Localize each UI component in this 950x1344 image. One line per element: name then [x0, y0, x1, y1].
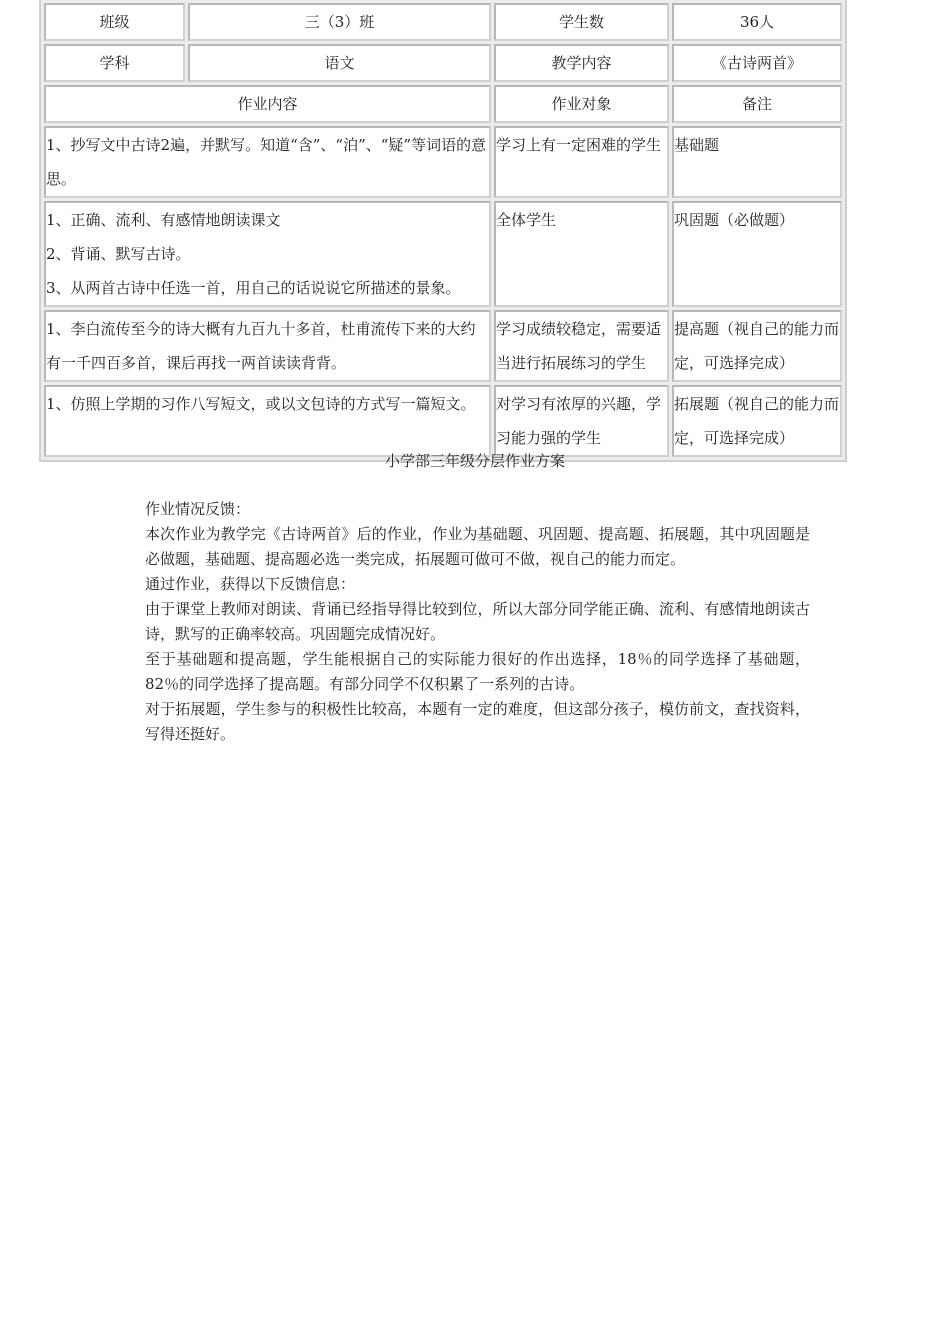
- remark-text: 提高题（视自己的能力而定，可选择完成）: [674, 320, 840, 372]
- remark-cell: [672, 385, 842, 457]
- feedback-heading: 作业情况反馈：: [145, 500, 251, 518]
- feedback-paragraph: 至于基础题和提高题，学生能根据自己的实际能力很好的作出选择，18％的同学选择了基础题，82％的同学选择了提高题。有部分同学不仅积累了一系列的古诗。: [145, 650, 810, 693]
- remark-text: 拓展题（视自己的能力而定，可选择完成）: [674, 395, 840, 447]
- table-row: [44, 126, 842, 198]
- feedback-paragraph: 由于课堂上教师对朗读、背诵已经指导得比较到位，所以大部分同学能正确、流利、有感情地朗读古诗，默写的正确率较高。巩固题完成情况好。: [145, 600, 810, 643]
- teaching-content-value-cell: 《古诗两首》: [672, 44, 842, 82]
- remark-text: 巩固题（必做题）: [674, 211, 795, 229]
- table-row: [44, 85, 842, 123]
- students-value-cell: 36人: [672, 3, 842, 41]
- homework-target-header: 作业对象: [494, 85, 669, 123]
- teaching-content-label-cell: 教学内容: [494, 44, 669, 82]
- homework-content-line: 1、正确、流利、有感情地朗读课文: [46, 211, 281, 229]
- table-row: [44, 310, 842, 382]
- homework-content-header: 作业内容: [44, 85, 491, 123]
- students-label-cell: 学生数: [494, 3, 669, 41]
- table-row: [44, 201, 842, 307]
- table-row: [44, 44, 842, 82]
- class-value-cell: 三（3）班: [188, 3, 491, 41]
- table-caption: 小学部三年级分层作业方案: [384, 452, 565, 470]
- homework-target-text: 学习上有一定困难的学生: [496, 136, 662, 154]
- subject-value-cell: 语文: [188, 44, 491, 82]
- remark-text: 基础题: [674, 136, 720, 154]
- homework-content-cell: [44, 385, 491, 457]
- homework-content-line: 3、从两首古诗中任选一首，用自己的话说说它所描述的景象。: [46, 279, 461, 297]
- homework-content-line: 1、仿照上学期的习作八写短文，或以文包诗的方式写一篇短文。: [46, 395, 476, 413]
- remark-header: 备注: [672, 85, 842, 123]
- remark-cell: [672, 201, 842, 307]
- class-label-cell: 班级: [44, 3, 185, 41]
- homework-content-cell: [44, 201, 491, 307]
- table-row: [44, 385, 842, 457]
- homework-target-cell: [494, 385, 669, 457]
- homework-target-cell: [494, 310, 669, 382]
- remark-cell: [672, 310, 842, 382]
- homework-target-text: 学习成绩较稳定，需要适当进行拓展练习的学生: [496, 320, 662, 372]
- homework-content-line: 2、背诵、默写古诗。: [46, 245, 191, 263]
- feedback-paragraph: 通过作业，获得以下反馈信息：: [145, 575, 356, 593]
- homework-content-cell: [44, 126, 491, 198]
- feedback-paragraph: 对于拓展题，学生参与的积极性比较高，本题有一定的难度，但这部分孩子，模仿前文，查找资料，写得还挺好。: [145, 700, 810, 743]
- homework-plan-table: [39, 0, 847, 462]
- feedback-paragraph: 本次作业为教学完《古诗两首》后的作业，作业为基础题、巩固题、提高题、拓展题，其中巩固题是必做题，基础题、提高题必选一类完成，拓展题可做可不做，视自己的能力而定。: [145, 525, 810, 568]
- table-row: [44, 3, 842, 41]
- homework-content-line: 1、抄写文中古诗2遍，并默写。知道“含”、“泊”、“疑”等词语的意思。: [46, 136, 487, 188]
- homework-content-cell: [44, 310, 491, 382]
- homework-target-text: 全体学生: [496, 211, 557, 229]
- homework-target-text: 对学习有浓厚的兴趣，学习能力强的学生: [496, 395, 662, 447]
- homework-target-cell: [494, 126, 669, 198]
- homework-target-cell: [494, 201, 669, 307]
- homework-content-line: 1、李白流传至今的诗大概有九百九十多首，杜甫流传下来的大约有一千四百多首，课后再找一两首读读背背。: [46, 320, 476, 372]
- subject-label-cell: 学科: [44, 44, 185, 82]
- feedback-section: [145, 497, 810, 747]
- remark-cell: [672, 126, 842, 198]
